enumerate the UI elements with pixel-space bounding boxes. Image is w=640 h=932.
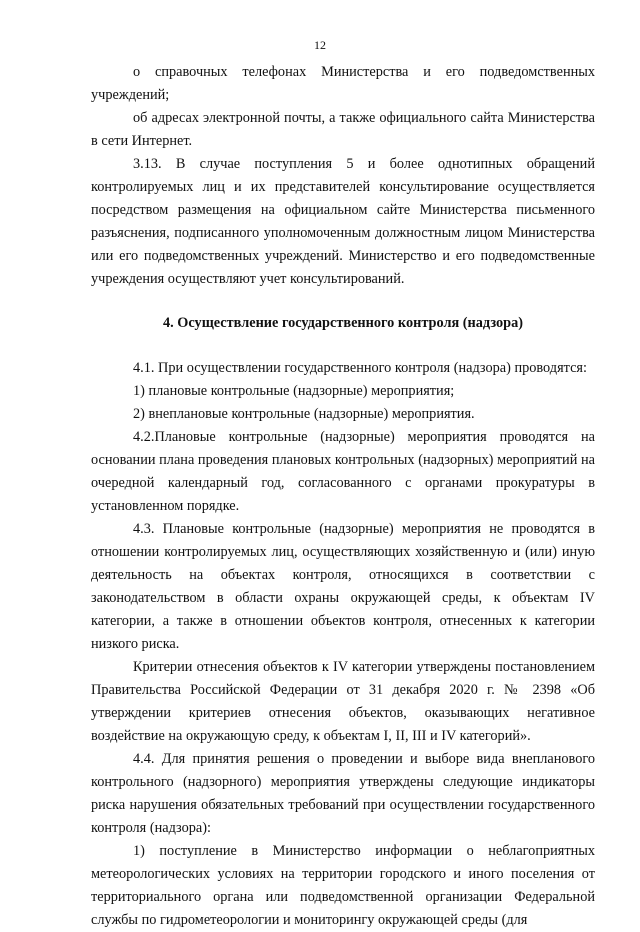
paragraph: 2) внеплановые контрольные (надзорные) мероприятия. [133,406,475,422]
paragraph: 3.13. В случае поступления 5 и более однотипных обращений контролируемых лиц и их представителей консультирование осуществляется посредством размещения на официальном сайте Министерства письменного разъяснения, подписанного уполномоченным должностным лицом Министерства или его подведомственных учреждений. Министерство и его подведомственные учреждения осуществляют учет консультирований. [91,156,595,287]
paragraph: 1) поступление в Министерство информации о неблагоприятных метеорологических условиях на территории городского и иного поселения от территориального органа или подведомственной организации Федеральной службы по гидрометеорологии и мониторингу окружающей среды (для [91,843,595,928]
document-body [91,61,595,932]
paragraph: 4.4. Для принятия решения о проведении и выборе вида внепланового контрольного (надзорного) мероприятия утверждены следующие индикаторы риска нарушения обязательных требований при осуществлении государственного контроля (надзора): [91,751,595,836]
paragraph: 1) плановые контрольные (надзорные) мероприятия; [133,383,455,399]
paragraph: о справочных телефонах Министерства и его подведомственных учреждений; [91,64,595,103]
paragraph: Критерии отнесения объектов к IV категории утверждены постановлением Правительства Российской Федерации от 31 декабря 2020 г. № 2398 «Об утверждении критериев отнесения объектов, оказывающих негативное воздействие на окружающую среду, к объектам I, II, III и IV категорий». [91,659,595,744]
paragraph: 4.3. Плановые контрольные (надзорные) мероприятия не проводятся в отношении контролируемых лиц, осуществляющих хозяйственную и (или) иную деятельность на объектах контроля, относящихся в соответствии с законодательством в области охраны окружающей среды, к объектам IV категории, а также в отношении объектов контроля, отнесенных к категории низкого риска. [91,521,595,652]
paragraph: 4.1. При осуществлении государственного контроля (надзора) проводятся: [133,360,587,376]
section-heading: 4. Осуществление государственного контроля (надзора) [162,315,523,331]
paragraph: об адресах электронной почты, а также официального сайта Министерства в сети Интернет. [91,110,595,149]
paragraph: 4.2.Плановые контрольные (надзорные) мероприятия проводятся на основании плана проведения плановых контрольных (надзорных) мероприятий на очередной календарный год, согласованного с органами прокуратуры в установленном порядке. [91,429,595,514]
page-number: 12 [314,38,326,52]
